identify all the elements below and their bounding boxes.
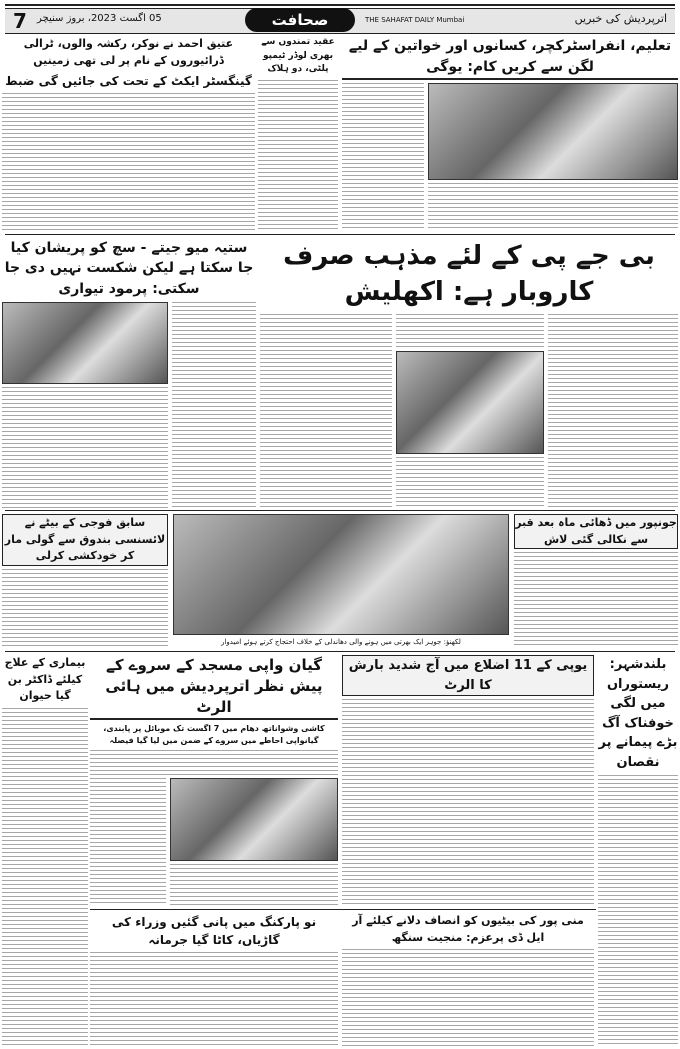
body-gyanvapi-2	[90, 778, 166, 905]
article-parking	[90, 913, 338, 1046]
subhead-atiq: گینگسٹر ایکٹ کے تحت کی جائیں گی ضبط	[5, 74, 252, 88]
article-protest	[173, 514, 509, 648]
body-bulandshahr	[598, 775, 678, 1046]
article-jaunpur	[514, 514, 678, 648]
body-parking	[90, 952, 338, 1046]
photo-yogi	[428, 83, 678, 180]
headline-yogi: تعلیم، انفراسٹرکچر، کسانوں اور خواتین کے لیے لگن سے کریں کام: یوگی	[342, 36, 678, 80]
headline-gyanvapi: گیان واپی مسجد کے سروے کے پیش نظر اترپردیش میں ہائی الرٹ	[90, 655, 338, 720]
english-title: THE SAHAFAT DAILY Mumbai	[365, 16, 465, 24]
body-gyanvapi-1	[90, 750, 338, 775]
body-tiwari-2	[2, 387, 168, 508]
body-gyanvapi-3	[170, 864, 338, 905]
body-akhilesh-1	[548, 314, 678, 508]
row-divider	[5, 234, 675, 235]
body-akhilesh-4	[396, 457, 544, 508]
article-tempo	[258, 36, 338, 230]
subhead-gyanvapi: کاشی وشواناتھ دھام میں 7 اگست تک موبائل پر پابندی، گیانواپی احاطے میں سروے کے ضمن میں لیا گیا فیصلہ	[103, 724, 325, 745]
headline-akhilesh: بی جے پی کے لئے مذہب صرف کاروبار ہے: اکھلیش	[283, 241, 655, 308]
body-atiq	[2, 93, 255, 230]
logo: صحافت	[245, 8, 355, 32]
body-rain	[342, 699, 594, 905]
row-divider	[90, 909, 596, 910]
body-doctor	[2, 708, 88, 1047]
article-tiwari	[2, 238, 256, 508]
headline-suicide: سابق فوجی کے بیٹے نے لائسنسی بندوق سے گولی مار کر خودکشی کرلی	[2, 514, 168, 566]
article-yogi	[342, 36, 678, 230]
headline-jaunpur: جونپور میں ڈھائی ماہ بعد قبر سے نکالی گئی لاش	[514, 514, 678, 549]
article-doctor	[2, 655, 88, 1046]
headline-tiwari: ستیہ میو جیتے - سچ کو پریشان کیا جا سکتا ہے لیکن شکست نہیں دی جا سکتی: پرمود تیواری	[4, 240, 254, 297]
headline-manipur: منی پور کی بیٹیوں کو انصاف دلانے کیلئے آر ایل ڈی پرعزم: منجیت سنگھ	[352, 914, 584, 944]
body-tempo	[258, 80, 338, 231]
masthead-bar	[5, 8, 675, 34]
article-gyanvapi	[90, 655, 338, 905]
photo-akhilesh	[396, 351, 544, 455]
headline-atiq: عتیق احمد نے نوکر، رکشہ والوں، ٹرالی ڈرائیوروں کے نام پر لی تھی زمینیں	[23, 37, 234, 67]
body-yogi-2	[428, 183, 678, 230]
date: 05 اگست 2023، بروز سنیچر	[37, 13, 162, 24]
headline-bulandshahr: بلندشہر: ریستوراں میں لگی خوفناک آگ بڑے پیمانے پر نقصان	[598, 657, 678, 770]
article-rain	[342, 655, 594, 905]
headline-tempo: عقید تمندوں سے بھری لوڈر ٹیمپو پلٹی، دو ہلاک	[261, 37, 335, 74]
article-suicide	[2, 514, 168, 648]
row-divider	[5, 510, 675, 511]
body-akhilesh-3	[396, 314, 544, 348]
article-akhilesh	[260, 238, 678, 508]
page-number: 7	[13, 9, 27, 33]
headline-parking: نو پارکنگ میں پانی گئیں وزراء کی گاڑیاں، کاٹا گیا جرمانہ	[111, 915, 317, 947]
headline-doctor: بیماری کے علاج کیلئے ڈاکٹر بن گیا حیوان	[4, 656, 86, 702]
body-yogi-1	[342, 83, 424, 230]
article-bulandshahr	[598, 655, 678, 1046]
headline-rain: یوپی کے 11 اضلاع میں آج شدید بارش کا الرٹ	[342, 655, 594, 696]
article-manipur	[342, 913, 594, 1046]
body-manipur	[342, 949, 594, 1046]
photo-protest	[173, 514, 509, 635]
article-atiq	[2, 36, 255, 230]
photo-gyanvapi	[170, 778, 338, 861]
body-tiwari-1	[172, 302, 256, 508]
caption-protest: لکھنؤ: جوہر ایک بھرتی میں ہونے والی دھاندلی کے خلاف احتجاج کرتے ہوئے امیدوار	[221, 638, 461, 647]
section-title: اترپردیش کی خبریں	[574, 12, 667, 25]
body-jaunpur	[514, 552, 678, 648]
row-divider	[5, 651, 675, 652]
photo-tiwari	[2, 302, 168, 384]
top-rule	[5, 4, 675, 6]
body-suicide	[2, 569, 168, 649]
body-akhilesh-2	[260, 314, 392, 508]
